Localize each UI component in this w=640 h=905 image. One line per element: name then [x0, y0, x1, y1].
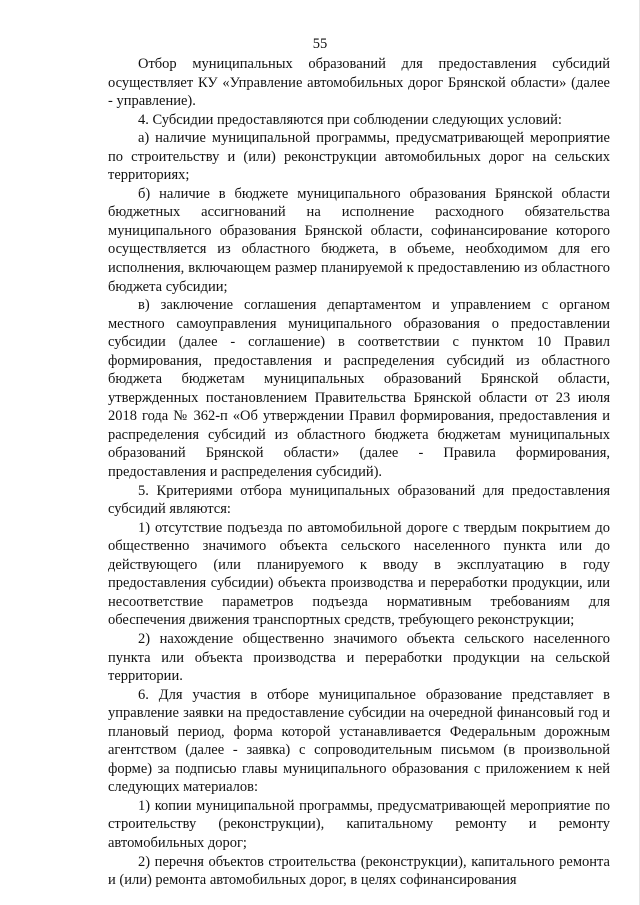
- paragraph-selection-authority: Отбор муниципальных образований для предоставления субсидий осуществляет КУ «Управление автомобильных дорог Брянской области» (далее - управление).: [108, 56, 610, 110]
- paragraph-condition-b: б) наличие в бюджете муниципального образования Брянской области бюджетных ассигнований на исполнение расходного обязательства муниципального образования Брянской области, софинансирование которого осуществляется из областного бюджета, в объеме, необходимом для его исполнения, включающем размер планируемой к предоставлению из областного бюджета субсидии;: [108, 185, 610, 295]
- document-body: [108, 55, 610, 890]
- paragraph-material-1: 1) копии муниципальной программы, предусматривающей мероприятие по строительству (реконструкции), капитальному ремонту и ремонту автомобильных дорог;: [108, 797, 610, 851]
- paragraph-clause-4: 4. Субсидии предоставляются при соблюдении следующих условий:: [138, 111, 562, 128]
- page-number: 55: [312, 36, 328, 52]
- paragraph-clause-6: 6. Для участия в отборе муниципальное образование представляет в управление заявки на предоставление субсидии на очередной финансовый год и плановый период, форма которой устанавливается Федеральным дорожным агентством (далее - заявка) с сопроводительным письмом (в произвольной форме) за подписью главы муниципального образования с приложением к ней следующих материалов:: [108, 686, 610, 796]
- paragraph-condition-v: в) заключение соглашения департаментом и управлением с органом местного самоуправления муниципального образования о предоставлении субсидии (далее - соглашение) в соответствии с пунктом 10 Правил формирования, предоставления и распределения субсидий из областного бюджета бюджетам муниципальных образований Брянской области, утвержденных постановлением Правительства Брянской области от 23 июля 2018 года № 362-п «Об утверждении Правил формирования, предоставления и распределения субсидий из областного бюджета бюджетам муниципальных образований Брянской области» (далее - Правила формирования, предоставления и распределения субсидий).: [108, 297, 610, 481]
- paragraph-material-2: 2) перечня объектов строительства (реконструкции), капитального ремонта и (или) ремонта автомобильных дорог, в целях софинансирования: [108, 853, 610, 889]
- paragraph-criterion-2: 2) нахождение общественно значимого объекта сельского населенного пункта или объекта производства и переработки продукции на сельской территории.: [108, 630, 610, 685]
- paragraph-clause-5: 5. Критериями отбора муниципальных образований для предоставления субсидий являются:: [108, 482, 610, 518]
- paragraph-criterion-1: 1) отсутствие подъезда по автомобильной дороге с твердым покрытием до общественно значимого объекта сельского населенного пункта или до действующего (или планируемого к вводу в эксплуатацию в году предоставления субсидии) объекта производства и переработки продукции, или несоответствие параметров подъезда нормативным требованиям для обеспечения движения транспортных средств, требующего реконструкции;: [108, 519, 610, 629]
- paragraph-condition-a: а) наличие муниципальной программы, предусматривающей мероприятие по строительству и (или) реконструкции автомобильных дорог на сельских территориях;: [108, 130, 610, 184]
